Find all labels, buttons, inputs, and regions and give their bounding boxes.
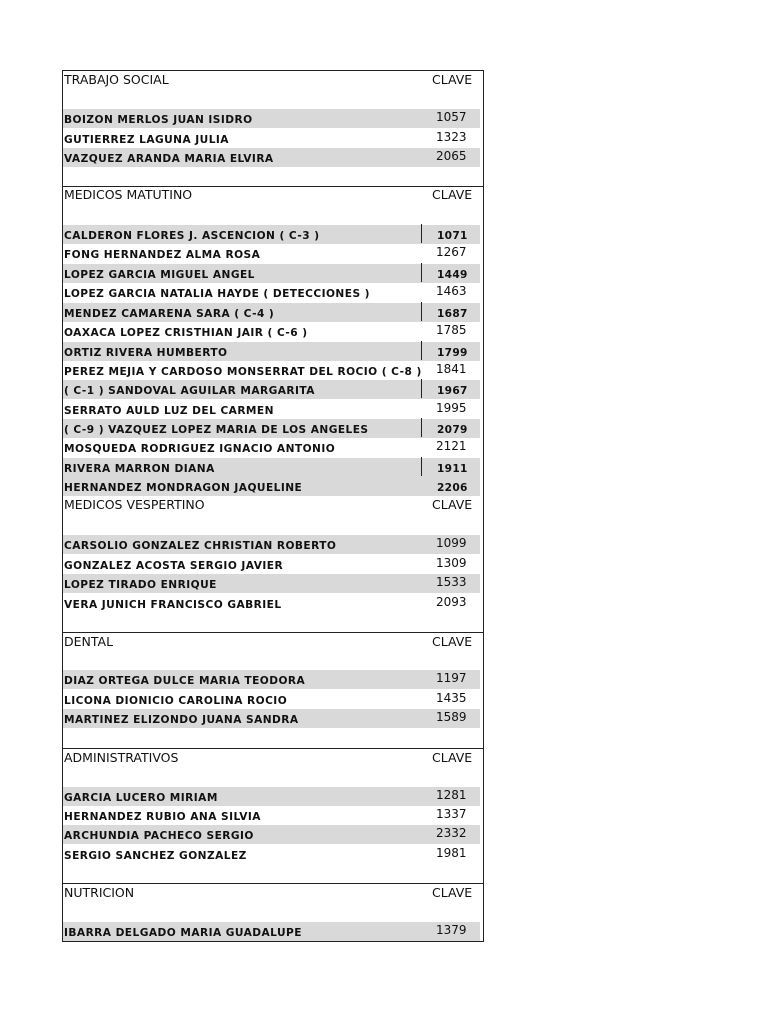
table-row xyxy=(63,400,480,419)
employee-name: RIVERA MARRON DIANA xyxy=(64,463,215,475)
employee-code: 1323 xyxy=(436,130,467,144)
section-header xyxy=(63,186,483,206)
cell-divider xyxy=(421,418,422,437)
employee-name: ORTIZ RIVERA HUMBERTO xyxy=(64,347,228,359)
employee-name: MOSQUEDA RODRIGUEZ IGNACIO ANTONIO xyxy=(64,443,336,455)
employee-code: 1589 xyxy=(436,710,467,724)
table-row xyxy=(63,283,480,302)
employee-name: OAXACA LOPEZ CRISTHIAN JAIR ( C-6 ) xyxy=(64,327,308,339)
section-title: MEDICOS VESPERTINO xyxy=(64,497,205,512)
section-title: NUTRICION xyxy=(64,885,135,900)
employee-name: LOPEZ TIRADO ENRIQUE xyxy=(64,579,217,591)
employee-name: SERGIO SANCHEZ GONZALEZ xyxy=(64,850,247,862)
employee-code: 1981 xyxy=(436,846,467,860)
employee-code: 1309 xyxy=(436,556,467,570)
section-nutricion xyxy=(62,884,484,942)
section-medicos-vespertino xyxy=(62,496,484,633)
table-row xyxy=(63,825,480,844)
section-header xyxy=(63,749,483,769)
employee-name: ARCHUNDIA PACHECO SERGIO xyxy=(64,830,254,842)
cell-divider xyxy=(421,379,422,398)
cell-divider xyxy=(421,341,422,360)
employee-code: 2121 xyxy=(436,439,467,453)
employee-name: ( C-9 ) VAZQUEZ LOPEZ MARIA DE LOS ANGELES xyxy=(64,424,369,436)
employee-code: 1099 xyxy=(436,536,467,550)
employee-name: CARSOLIO GONZALEZ CHRISTIAN ROBERTO xyxy=(64,540,337,552)
section-header xyxy=(63,71,483,91)
table-row xyxy=(63,458,480,477)
employee-name: CALDERON FLORES J. ASCENCION ( C-3 ) xyxy=(64,230,320,242)
table-row xyxy=(63,670,480,689)
employee-code: 2206 xyxy=(437,482,468,494)
cell-divider xyxy=(421,263,422,282)
employee-code: 2093 xyxy=(436,595,467,609)
section-title: TRABAJO SOCIAL xyxy=(64,72,169,87)
section-administrativos xyxy=(62,749,484,884)
employee-name: GUTIERREZ LAGUNA JULIA xyxy=(64,134,229,146)
employee-name: IBARRA DELGADO MARIA GUADALUPE xyxy=(64,927,302,939)
section-title: DENTAL xyxy=(64,634,114,649)
employee-code: 1337 xyxy=(436,807,467,821)
employee-code: 1197 xyxy=(436,671,467,685)
employee-name: LOPEZ GARCIA MIGUEL ANGEL xyxy=(64,269,255,281)
clave-header: CLAVE xyxy=(432,72,473,87)
employee-code: 1281 xyxy=(436,788,467,802)
section-header xyxy=(63,884,483,904)
table-row xyxy=(63,690,480,709)
employee-code: 1379 xyxy=(436,923,467,937)
table-row xyxy=(63,264,480,283)
section-header xyxy=(63,496,483,516)
employee-name: SERRATO AULD LUZ DEL CARMEN xyxy=(64,405,274,417)
clave-header: CLAVE xyxy=(432,634,473,649)
employee-code: 1841 xyxy=(436,362,467,376)
clave-header: CLAVE xyxy=(432,885,473,900)
clave-header: CLAVE xyxy=(432,750,473,765)
cell-divider xyxy=(421,224,422,243)
employee-name: VAZQUEZ ARANDA MARIA ELVIRA xyxy=(64,153,274,165)
employee-name: PEREZ MEJIA Y CARDOSO MONSERRAT DEL ROCIO ( C-8 ) xyxy=(64,366,422,378)
employee-name: DIAZ ORTEGA DULCE MARIA TEODORA xyxy=(64,675,306,687)
employee-name: LICONA DIONICIO CAROLINA ROCIO xyxy=(64,695,288,707)
table-row xyxy=(63,438,480,457)
section-title: ADMINISTRATIVOS xyxy=(64,750,179,765)
employee-name: GONZALEZ ACOSTA SERGIO JAVIER xyxy=(64,560,284,572)
table-row xyxy=(63,322,480,341)
table-row xyxy=(63,225,480,244)
employee-name: HERNANDEZ MONDRAGON JAQUELINE xyxy=(64,482,303,494)
table-row xyxy=(63,535,480,554)
employee-code: 1267 xyxy=(436,245,467,259)
table-row xyxy=(63,845,480,864)
employee-code: 1449 xyxy=(437,269,468,281)
employee-name: MENDEZ CAMARENA SARA ( C-4 ) xyxy=(64,308,275,320)
employee-code: 1435 xyxy=(436,691,467,705)
table-row xyxy=(63,109,480,128)
cell-divider xyxy=(421,302,422,321)
employee-code: 1687 xyxy=(437,308,468,320)
table-row xyxy=(63,594,480,613)
employee-name: GARCIA LUCERO MIRIAM xyxy=(64,792,218,804)
table-row xyxy=(63,555,480,574)
table-row xyxy=(63,342,480,361)
employee-code: 1995 xyxy=(436,401,467,415)
table-row xyxy=(63,361,480,380)
employee-name: HERNANDEZ RUBIO ANA SILVIA xyxy=(64,811,261,823)
employee-code: 1533 xyxy=(436,575,467,589)
employee-code: 1911 xyxy=(437,463,468,475)
employee-name: ( C-1 ) SANDOVAL AGUILAR MARGARITA xyxy=(64,385,315,397)
employee-code: 1071 xyxy=(437,230,468,242)
employee-code: 1463 xyxy=(436,284,467,298)
section-title: MEDICOS MATUTINO xyxy=(64,187,193,202)
employee-name: BOIZON MERLOS JUAN ISIDRO xyxy=(64,114,253,126)
employee-code: 1799 xyxy=(437,347,468,359)
employee-name: VERA JUNICH FRANCISCO GABRIEL xyxy=(64,599,282,611)
table-row xyxy=(63,787,480,806)
section-dental xyxy=(62,633,484,749)
table-row xyxy=(63,806,480,825)
employee-code: 1785 xyxy=(436,323,467,337)
table-row xyxy=(63,129,480,148)
table-row xyxy=(63,419,480,438)
table-row xyxy=(63,574,480,593)
table-row xyxy=(63,477,480,496)
employee-code: 2065 xyxy=(436,149,467,163)
clave-header: CLAVE xyxy=(432,187,473,202)
cell-tick xyxy=(483,476,484,492)
clave-header: CLAVE xyxy=(432,497,473,512)
table-row xyxy=(63,380,480,399)
table-row xyxy=(63,244,480,263)
cell-divider xyxy=(421,457,422,476)
employee-code: 1967 xyxy=(437,385,468,397)
section-medicos-matutino xyxy=(62,186,484,496)
table-row xyxy=(63,148,480,167)
section-header xyxy=(63,633,483,653)
employee-name: FONG HERNANDEZ ALMA ROSA xyxy=(64,249,261,261)
section-trabajo-social xyxy=(62,70,484,187)
employee-name: MARTINEZ ELIZONDO JUANA SANDRA xyxy=(64,714,299,726)
employee-code: 2079 xyxy=(437,424,468,436)
employee-code: 2332 xyxy=(436,826,467,840)
employee-code: 1057 xyxy=(436,110,467,124)
table-row xyxy=(63,709,480,728)
employee-name: LOPEZ GARCIA NATALIA HAYDE ( DETECCIONES ) xyxy=(64,288,370,300)
table-row xyxy=(63,303,480,322)
table-row xyxy=(63,922,480,941)
